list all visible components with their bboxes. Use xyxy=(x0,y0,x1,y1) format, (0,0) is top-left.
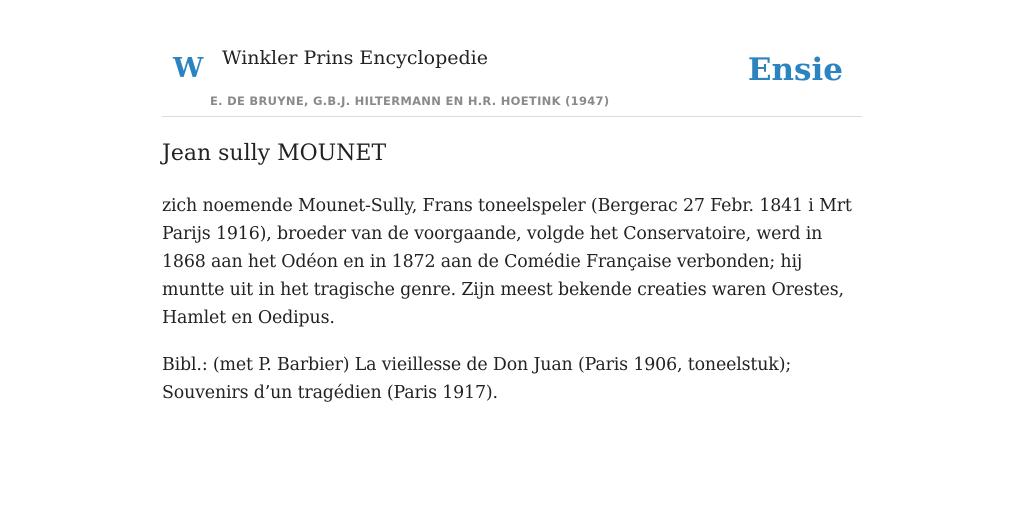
source-authors: E. DE BRUYNE, G.B.J. HILTERMANN EN H.R. HOETINK (1947) xyxy=(210,94,610,108)
article xyxy=(162,138,862,407)
article-paragraph-bibliography: Bibl.: (met P. Barbier) La vieillesse de Don Juan (Paris 1906, toneelstuk); Souvenirs d’un tragédien (Paris 1917). xyxy=(162,355,792,403)
article-paragraph-body: zich noemende Mounet-Sully, Frans toneelspeler (Bergerac 27 Febr. 1841 i Mrt Parijs 1916), broeder van de voorgaande, volgde het Conservatoire, werd in 1868 aan het Odéon en in 1872 aan de Comédie Française verbonden; hij muntte uit in het tragische genre. Zijn meest bekende creaties waren Orestes, Hamlet en Oedipus. xyxy=(162,196,852,328)
ensie-logo-link[interactable]: Ensie xyxy=(747,52,843,88)
source-header xyxy=(162,36,862,117)
source-logo-icon: W xyxy=(173,53,204,84)
article-title: Jean sully MOUNET xyxy=(162,141,387,166)
source-title[interactable]: Winkler Prins Encyclopedie xyxy=(222,47,488,69)
